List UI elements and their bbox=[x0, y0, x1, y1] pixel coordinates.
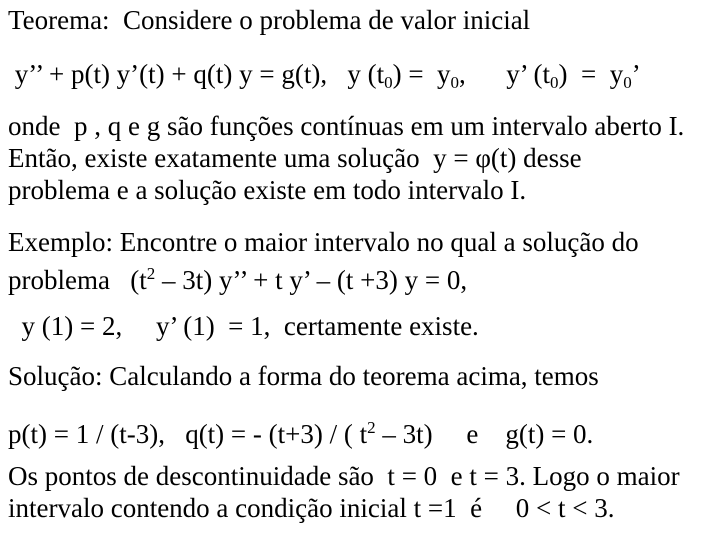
equation-part: – 3t) e g(t) = 0. bbox=[375, 419, 594, 449]
superscript: 2 bbox=[146, 264, 156, 283]
equation-part: y’’ + p(t) y’(t) + q(t) y = g(t), y (t bbox=[8, 59, 385, 89]
theorem-equation bbox=[8, 58, 641, 99]
equation-part: ’ bbox=[631, 59, 641, 89]
subscript: 0 bbox=[623, 73, 632, 92]
solution-line: Os pontos de descontinuidade são t = 0 e t = 3. Logo o maior bbox=[8, 461, 680, 491]
solution-line: intervalo contendo a condição inicial t =1 é 0 < t < 3. bbox=[8, 493, 615, 523]
equation-part: ) = y bbox=[558, 59, 624, 89]
equation-part: p(t) = 1 / (t-3), q(t) = - (t+3) / ( t bbox=[8, 419, 368, 449]
example-initial-conditions: y (1) = 2, y’ (1) = 1, certamente existe. bbox=[8, 311, 479, 341]
subscript: 0 bbox=[384, 73, 393, 92]
solution-equation bbox=[8, 412, 593, 450]
equation-part: , y’ (t bbox=[459, 59, 551, 89]
theorem-body-line: onde p , q e g são funções contínuas em um intervalo aberto I. bbox=[8, 111, 685, 141]
equation-part: – 3t) y’’ + t y’ – (t +3) y = 0, bbox=[155, 265, 468, 295]
theorem-title: Teorema: Considere o problema de valor inicial bbox=[8, 5, 531, 35]
solution-line: Solução: Calculando a forma do teorema acima, temos bbox=[8, 361, 599, 391]
theorem-body-line: problema e a solução existe em todo intervalo I. bbox=[8, 175, 527, 205]
theorem-body-line: Então, existe exatamente uma solução y = φ(t) desse bbox=[8, 143, 582, 173]
example-line: Exemplo: Encontre o maior intervalo no qual a solução do bbox=[8, 227, 639, 257]
subscript: 0 bbox=[450, 73, 460, 92]
equation-part: ) = y bbox=[392, 59, 451, 89]
equation-part: problema (t bbox=[8, 265, 147, 295]
subscript: 0 bbox=[550, 73, 559, 92]
example-equation bbox=[8, 258, 467, 296]
superscript: 2 bbox=[367, 418, 376, 437]
